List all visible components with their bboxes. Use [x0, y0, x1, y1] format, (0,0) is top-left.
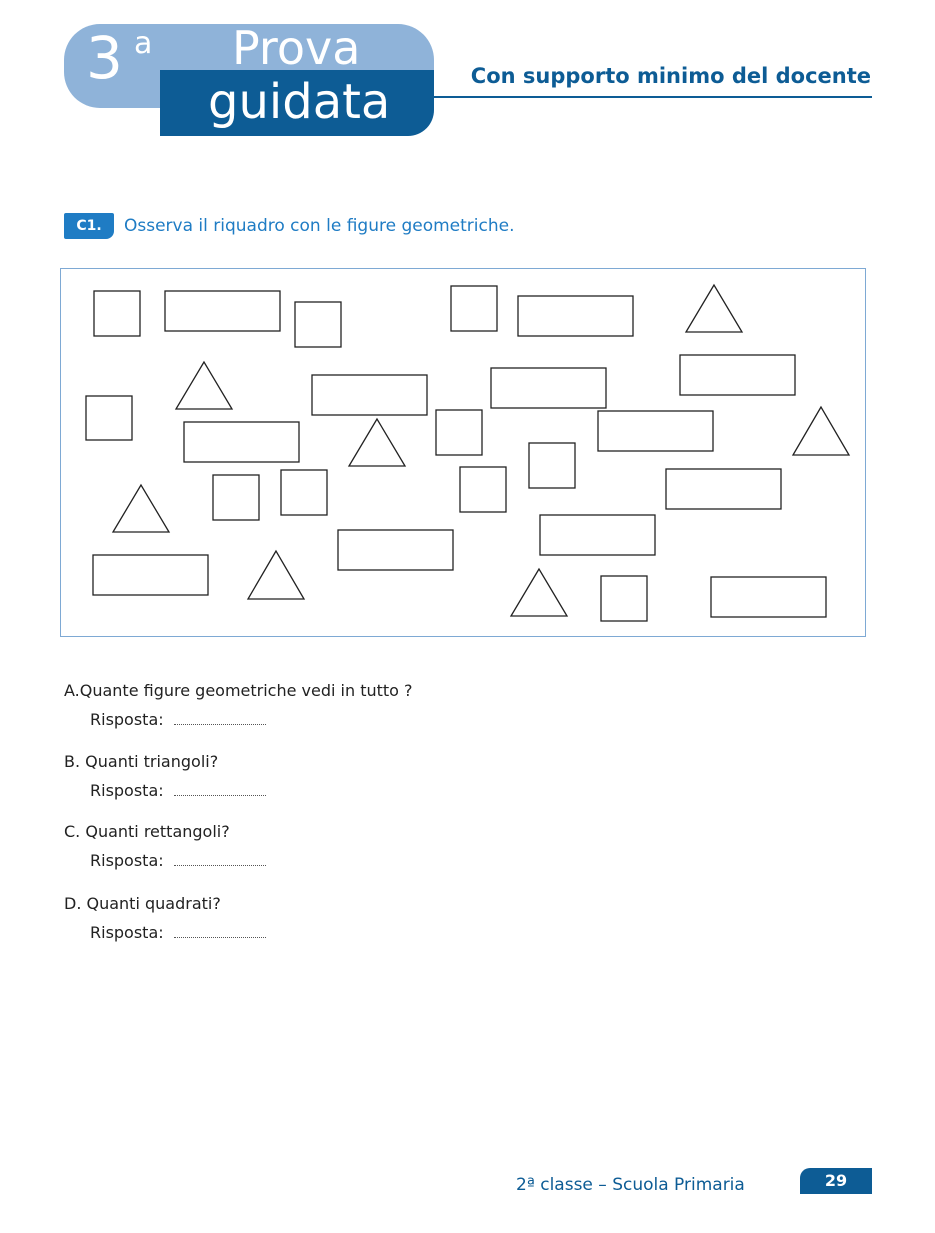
exercise-badge: C1. [64, 213, 114, 239]
rectangle-shape [680, 355, 795, 395]
answer-blank[interactable] [174, 853, 266, 866]
rectangle-shape [312, 375, 427, 415]
answer-a [90, 710, 266, 729]
question-d: D. Quanti quadrati? [64, 894, 221, 913]
rectangle-shape [598, 411, 713, 451]
test-number-superscript: a [134, 26, 153, 61]
rectangle-shape [165, 291, 280, 331]
rectangle-shape [491, 368, 606, 408]
answer-b [90, 781, 266, 800]
rectangle-shape [540, 515, 655, 555]
exercise-instruction: Osserva il riquadro con le figure geometriche. [124, 216, 515, 236]
square-shape [460, 467, 506, 512]
square-shape [295, 302, 341, 347]
test-number: 3 [86, 24, 123, 92]
square-shape [213, 475, 259, 520]
triangle-shape [793, 407, 849, 455]
title-line-2: guidata [208, 74, 391, 130]
question-b: B. Quanti triangoli? [64, 752, 219, 771]
question-c: C. Quanti rettangoli? [64, 822, 230, 841]
page-number: 29 [800, 1168, 872, 1194]
footer-grade: 2ª classe – Scuola Primaria [516, 1175, 745, 1195]
title-line-1: Prova [232, 21, 361, 75]
rectangle-shape [184, 422, 299, 462]
header-subtitle: Con supporto minimo del docente [470, 64, 871, 88]
square-shape [601, 576, 647, 621]
triangle-shape [113, 485, 169, 532]
square-shape [436, 410, 482, 455]
triangle-shape [248, 551, 304, 599]
square-shape [86, 396, 132, 440]
answer-c [90, 851, 266, 870]
answer-label: Risposta: [90, 923, 164, 942]
answer-blank[interactable] [174, 712, 266, 725]
answer-d [90, 923, 266, 942]
answer-blank[interactable] [174, 925, 266, 938]
square-shape [451, 286, 497, 331]
rectangle-shape [666, 469, 781, 509]
rectangle-shape [93, 555, 208, 595]
answer-label: Risposta: [90, 710, 164, 729]
triangle-shape [686, 285, 742, 332]
triangle-shape [349, 419, 405, 466]
question-a: A.Quante figure geometriche vedi in tutto ? [64, 681, 413, 700]
triangle-shape [176, 362, 232, 409]
answer-blank[interactable] [174, 783, 266, 796]
rectangle-shape [518, 296, 633, 336]
square-shape [94, 291, 140, 336]
square-shape [529, 443, 575, 488]
square-shape [281, 470, 327, 515]
answer-label: Risposta: [90, 781, 164, 800]
answer-label: Risposta: [90, 851, 164, 870]
triangle-shape [511, 569, 567, 616]
rectangle-shape [711, 577, 826, 617]
rectangle-shape [338, 530, 453, 570]
